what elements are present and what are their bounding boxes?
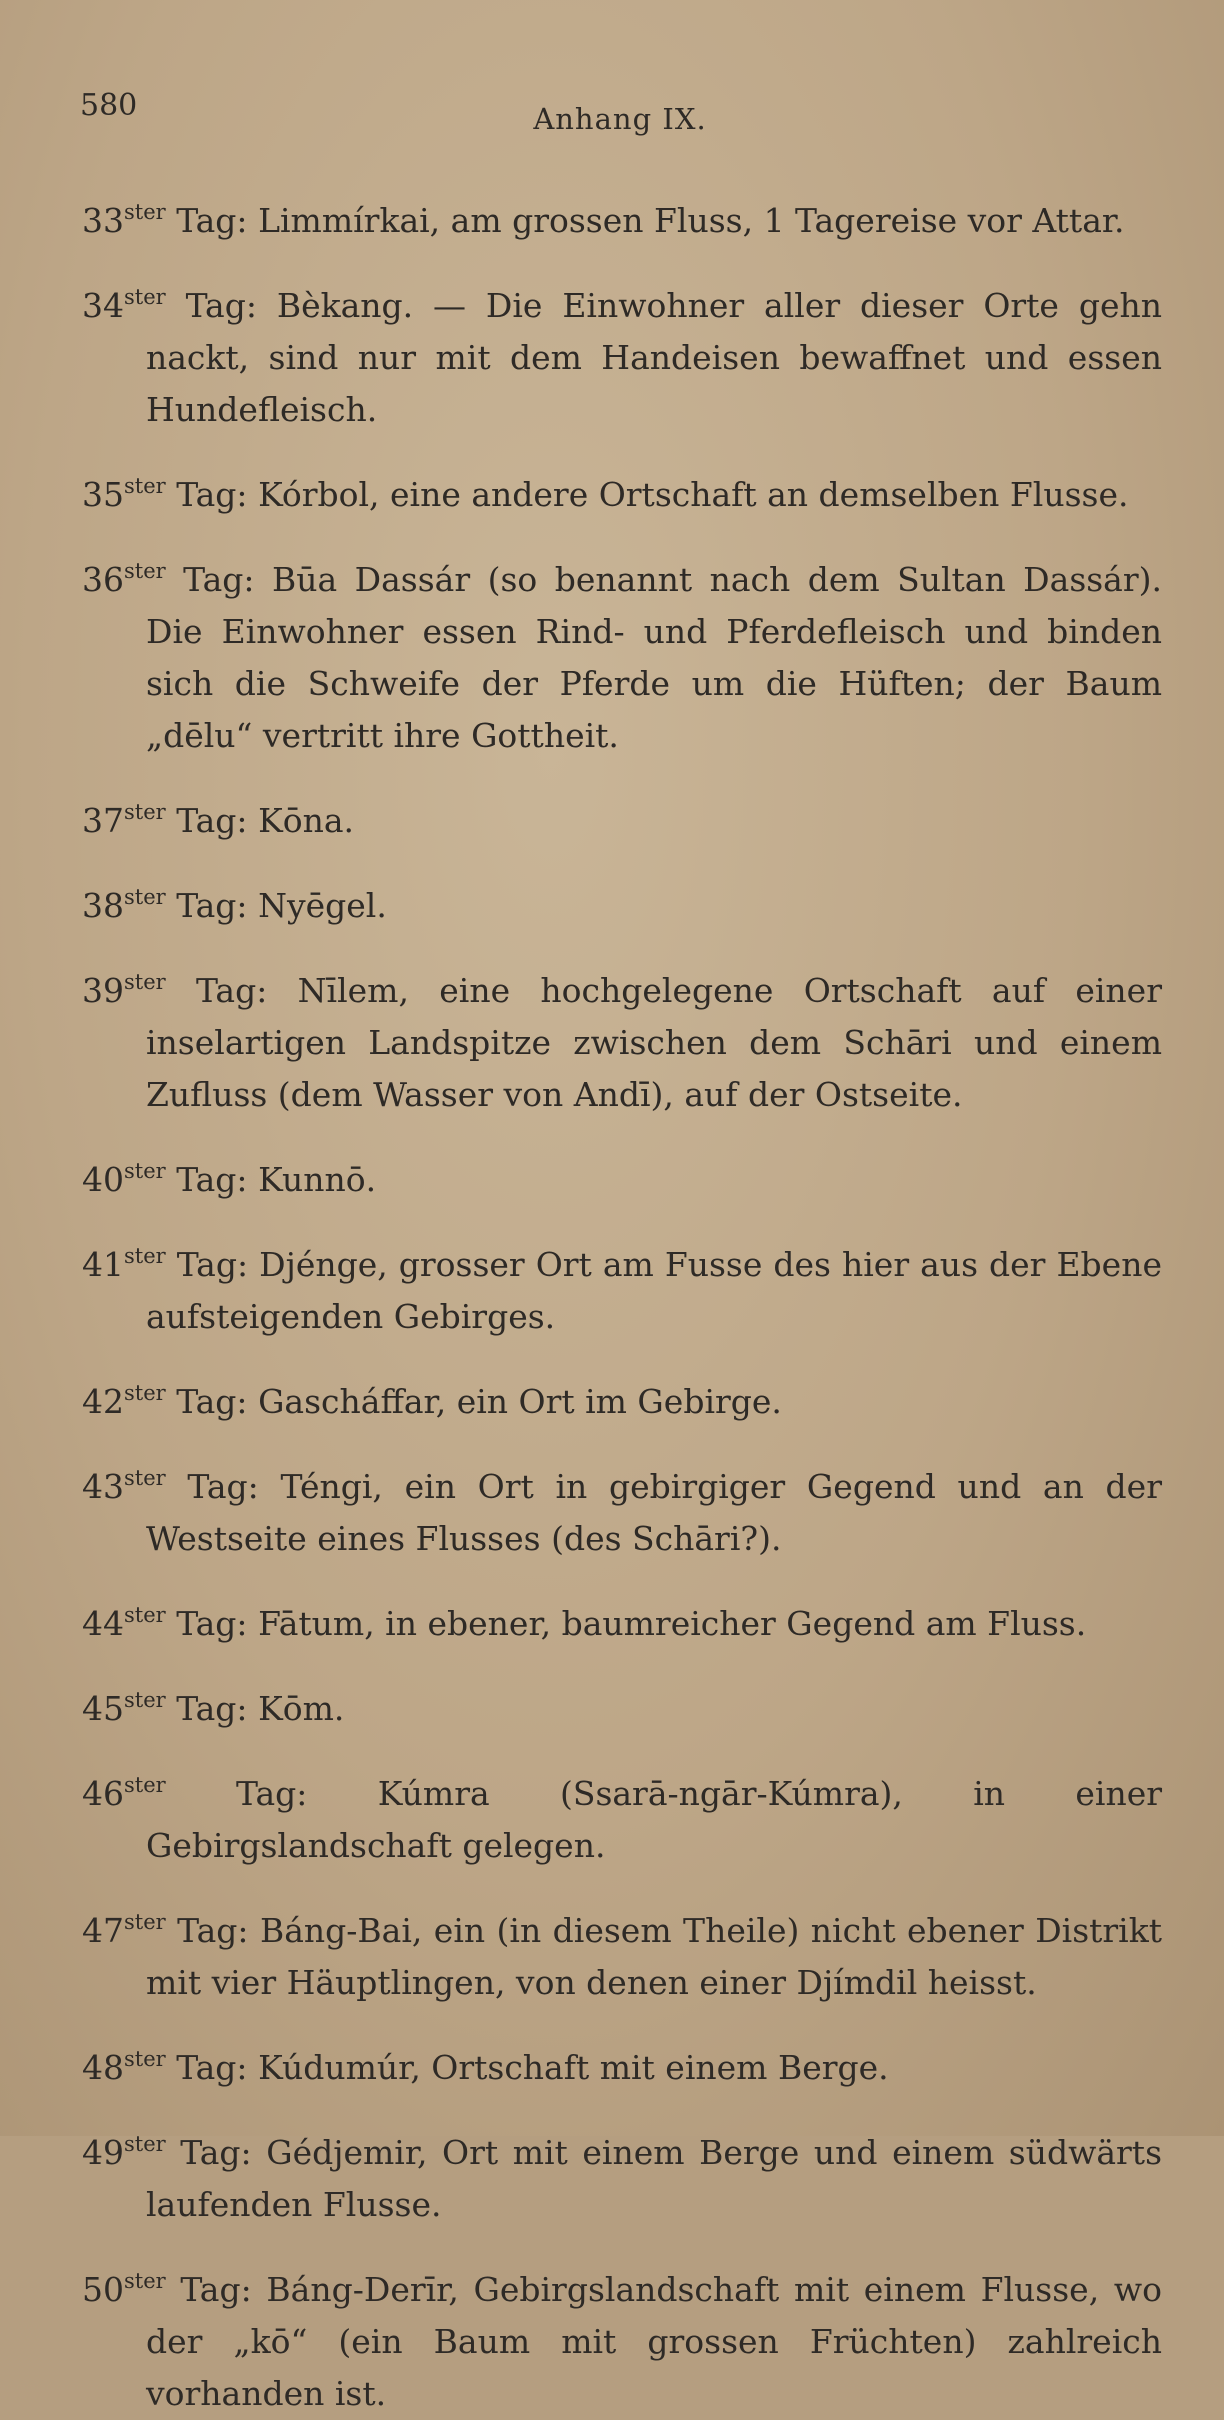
day-label [82,201,248,240]
entry-text: Kórbol, eine andere Ortschaft an demselben Flusse. [258,475,1129,514]
itinerary-entry [82,1598,1162,1650]
itinerary-entry [82,965,1162,1121]
entry-text: Kōna. [258,801,355,840]
itinerary-entry [82,795,1162,847]
tag-label: Tag: [176,2048,248,2087]
day-number: 33 [82,201,124,240]
day-label [82,801,248,840]
day-number: 39 [82,971,124,1010]
day-label [82,971,267,1010]
entry-text: Nīlem, eine hochgelegene Ortschaft auf einer inselartigen Landspitze zwischen dem Schāri und einem Zufluss (dem Wasser von Andī), auf der Ostseite. [146,971,1162,1114]
day-number: 50 [82,2270,124,2309]
entry-text: Bèkang. — Die Einwohner aller dieser Orte gehn nackt, sind nur mit dem Handeisen bewaffnet und essen Hundefleisch. [146,286,1162,429]
ordinal-suffix: ster [124,970,166,994]
tag-label: Tag: [176,1382,248,1421]
itinerary-entry [82,1461,1162,1565]
day-label [82,2270,252,2309]
page-number: 580 [80,88,138,123]
day-number: 38 [82,886,124,925]
ordinal-suffix: ster [124,474,166,498]
day-label [82,886,248,925]
tag-label: Tag: [180,2133,252,2172]
day-label [82,1689,248,1728]
tag-label: Tag: [180,2270,252,2309]
ordinal-suffix: ster [124,1773,166,1797]
day-number: 42 [82,1382,124,1421]
day-label [82,286,257,325]
day-number: 36 [82,560,124,599]
day-label [82,475,248,514]
tag-label: Tag: [176,886,248,925]
entry-text: Būa Dassár (so benannt nach dem Sultan Dassár). Die Einwohner essen Rind- und Pferdefleisch und binden sich die Schweife der Pferde um die Hüften; der Baum „dēlu“ vertritt ihre Gottheit. [146,560,1162,755]
day-label [82,1604,248,1643]
tag-label: Tag: [236,1774,308,1813]
tag-label: Tag: [176,475,248,514]
ordinal-suffix: ster [124,1603,166,1627]
entry-text: Kúdumúr, Ortschaft mit einem Berge. [258,2048,889,2087]
tag-label: Tag: [176,1689,248,1728]
day-label [82,1467,259,1506]
tag-label: Tag: [176,1604,248,1643]
tag-label: Tag: [195,971,268,1010]
itinerary-entry [82,880,1162,932]
tag-label: Tag: [176,201,248,240]
day-label [82,1160,248,1199]
entry-text: Báng-Bai, ein (in diesem Theile) nicht ebener Distrikt mit vier Häuptlingen, von denen einer Djímdil heisst. [146,1911,1162,2002]
day-number: 37 [82,801,124,840]
itinerary-entry [82,1154,1162,1206]
itinerary-entry [82,2127,1162,2231]
itinerary-list [82,162,1162,2420]
page-header [80,88,1160,138]
itinerary-entry [82,469,1162,521]
entry-text: Limmírkai, am grossen Fluss, 1 Tagereise vor Attar. [258,201,1125,240]
entry-text: Kunnō. [258,1160,377,1199]
day-number: 40 [82,1160,124,1199]
entry-text: Kōm. [258,1689,345,1728]
ordinal-suffix: ster [124,285,166,309]
ordinal-suffix: ster [124,1244,166,1268]
tag-label: Tag: [176,801,248,840]
day-number: 48 [82,2048,124,2087]
tag-label: Tag: [176,1245,249,1284]
itinerary-entry [82,1683,1162,1735]
itinerary-entry [82,195,1162,247]
ordinal-suffix: ster [124,1159,166,1183]
ordinal-suffix: ster [124,885,166,909]
entry-text: Báng-Derīr, Gebirgslandschaft mit einem Flusse, wo der „kō“ (ein Baum mit grossen Früchten) zahlreich vorhanden ist. [146,2270,1162,2413]
day-number: 47 [82,1911,124,1950]
itinerary-entry [82,554,1162,762]
day-number: 43 [82,1467,124,1506]
ordinal-suffix: ster [124,800,166,824]
ordinal-suffix: ster [124,1688,166,1712]
day-number: 35 [82,475,124,514]
ordinal-suffix: ster [124,2047,166,2071]
itinerary-entry [82,280,1162,436]
tag-label: Tag: [177,1911,249,1950]
day-label [82,2133,252,2172]
tag-label: Tag: [183,560,255,599]
entry-text: Nyēgel. [258,886,387,925]
ordinal-suffix: ster [124,1910,166,1934]
ordinal-suffix: ster [124,1381,166,1405]
itinerary-entry [82,1376,1162,1428]
tag-label: Tag: [187,1467,259,1506]
ordinal-suffix: ster [124,200,166,224]
day-number: 44 [82,1604,124,1643]
ordinal-suffix: ster [124,2269,166,2293]
itinerary-entry [82,1905,1162,2009]
ordinal-suffix: ster [124,559,166,583]
day-number: 34 [82,286,124,325]
itinerary-entry [82,2042,1162,2094]
entry-text: Fātum, in ebener, baumreicher Gegend am Fluss. [258,1604,1087,1643]
day-label [82,1245,248,1284]
day-number: 41 [82,1245,124,1284]
day-label [82,2048,248,2087]
day-label [82,1774,307,1813]
itinerary-entry [82,2264,1162,2420]
day-label [82,560,255,599]
itinerary-entry [82,1768,1162,1872]
itinerary-entry [82,1239,1162,1343]
entry-text: Gascháffar, ein Ort im Gebirge. [258,1382,782,1421]
entry-text: Téngi, ein Ort in gebirgiger Gegend und an der Westseite eines Flusses (des Schāri?). [146,1467,1162,1558]
day-number: 49 [82,2133,124,2172]
entry-text: Djénge, grosser Ort am Fusse des hier aus der Ebene aufsteigenden Gebirges. [146,1245,1162,1336]
tag-label: Tag: [185,286,257,325]
tag-label: Tag: [176,1160,248,1199]
entry-text: Kúmra (Ssarā-ngār-Kúmra), in einer Gebirgslandschaft gelegen. [146,1774,1162,1865]
ordinal-suffix: ster [124,1466,166,1490]
day-number: 46 [82,1774,124,1813]
day-label [82,1382,248,1421]
running-title: Anhang IX. [533,102,707,136]
day-label [82,1911,249,1950]
ordinal-suffix: ster [124,2132,166,2156]
day-number: 45 [82,1689,124,1728]
entry-text: Gédjemir, Ort mit einem Berge und einem südwärts laufenden Flusse. [146,2133,1163,2224]
